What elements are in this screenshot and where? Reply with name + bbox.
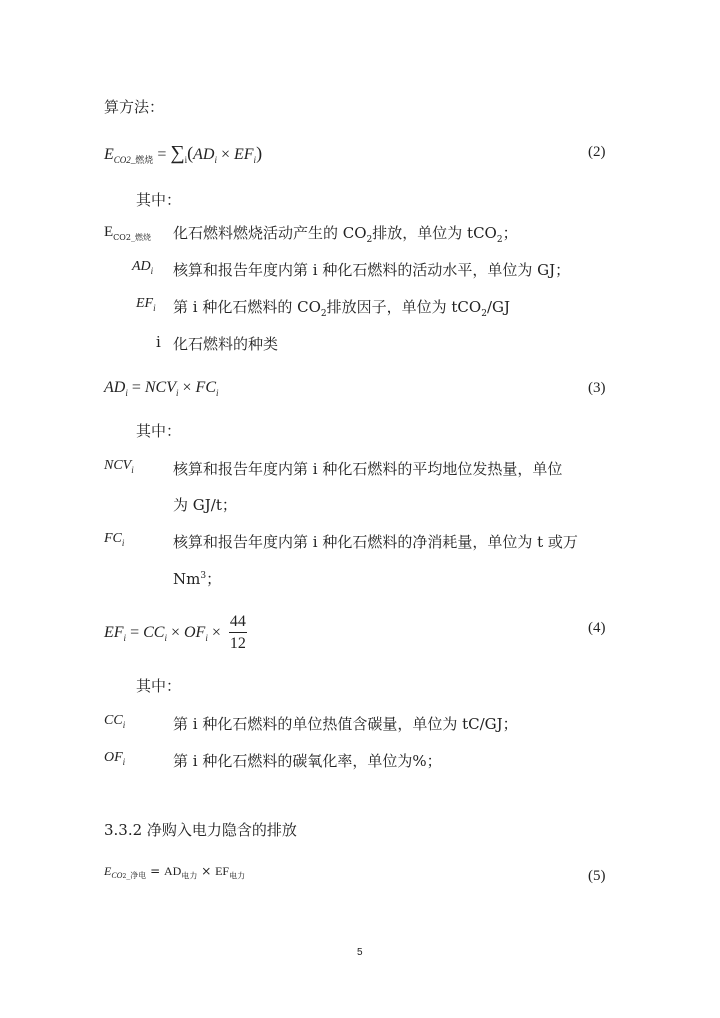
definition-ncv-symbol: $NCV_i$ — [104, 458, 134, 475]
equation-4: $EF_i$ = $CC_i$ × $OF_i$ × $\frac{44}{12}$ — [104, 613, 246, 652]
equation-3-number: (3) — [588, 380, 606, 396]
definition-ncv-text-1: 核算和报告年度内第 i 种化石燃料的平均地位发热量，单位 — [173, 460, 563, 478]
definition-ef-symbol: $EF_i$ — [136, 296, 156, 313]
definition-fc-text-2: Nm$^3$； — [173, 570, 222, 588]
equation-4-number: (4) — [588, 620, 606, 636]
definition-i-text: 化石燃料的种类 — [173, 335, 279, 353]
where-label-3: 其中： — [136, 677, 182, 695]
definition-ef-text: 第 i 种化石燃料的 $CO_2$排放因子，单位为 tCO$_2$/GJ — [173, 298, 510, 319]
definition-fc-text-1: 核算和报告年度内第 i 种化石燃料的净消耗量，单位为 t 或万 — [173, 533, 578, 551]
definition-e-co2-text: 化石燃料燃烧活动产生的 $CO_2$排放，单位为 tCO$_2$； — [173, 224, 518, 245]
equation-2-number: (2) — [588, 144, 606, 160]
definition-of-symbol: $OF_i$ — [104, 750, 126, 767]
definition-ncv-text-2: 为 GJ/t； — [173, 496, 237, 514]
section-heading: 3.3.2 净购入电力隐含的排放 — [104, 821, 297, 839]
definition-of-text: 第 i 种化石燃料的碳氧化率，单位为%； — [173, 752, 442, 770]
where-label-2: 其中： — [136, 422, 182, 440]
definition-cc-text: 第 i 种化石燃料的单位热值含碳量，单位为 tC/GJ； — [173, 715, 518, 733]
equation-2: $E_{CO2\_燃烧} = \sum_i(AD_i \times EF_i)$ — [104, 142, 263, 166]
page-number: 5 — [357, 947, 363, 958]
definition-i-symbol: i — [156, 333, 161, 351]
equation-3: $AD_i = NCV_i \times FC_i$ — [104, 379, 219, 399]
equation-5: $E_{CO2\_净电} = AD_{电力} \times EF_{电力}$ — [104, 864, 246, 881]
definition-ad-symbol: $AD_i$ — [132, 259, 154, 276]
definition-cc-symbol: $CC_i$ — [104, 713, 126, 730]
intro-text: 算方法： — [104, 98, 165, 116]
definition-ad-text: 核算和报告年度内第 i 种化石燃料的活动水平，单位为 GJ； — [173, 261, 571, 279]
where-label: 其中： — [136, 191, 182, 209]
equation-5-number: (5) — [588, 868, 606, 884]
definition-fc-symbol: $FC_i$ — [104, 531, 125, 548]
definition-e-co2: $E_{CO2\_燃烧}$ — [104, 224, 151, 242]
fraction-44-12: $\frac{44}{12}$ — [229, 613, 246, 652]
